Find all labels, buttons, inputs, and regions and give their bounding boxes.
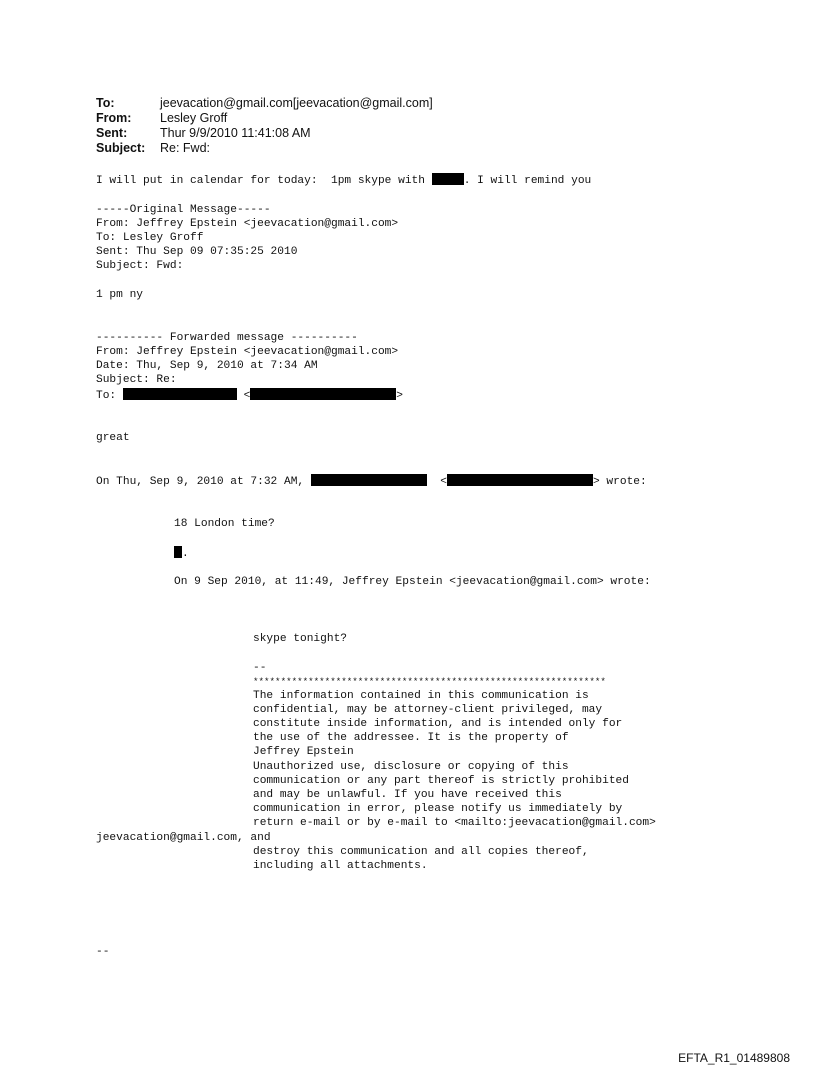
quote-line: 18 London time? bbox=[174, 518, 275, 530]
original-from: From: Jeffrey Epstein <jeevacation@gmail.com> bbox=[96, 218, 399, 230]
original-body: 1 pm ny bbox=[96, 289, 143, 301]
disclaimer-line: the use of the addressee. It is the property of bbox=[253, 732, 569, 744]
disclaimer-line: and may be unlawful. If you have received this bbox=[253, 789, 562, 801]
disclaimer-line: Unauthorized use, disclosure or copying of this bbox=[253, 761, 569, 773]
disclaimer-line: constitute inside information, and is intended only for bbox=[253, 718, 623, 730]
redaction-box bbox=[250, 388, 396, 400]
disclaimer-line: confidential, may be attorney-client privileged, may bbox=[253, 704, 603, 716]
document-id: EFTA_R1_01489808 bbox=[678, 1051, 790, 1065]
forwarded-to: To: < > bbox=[96, 390, 404, 402]
sig-dashes: -- bbox=[253, 662, 267, 674]
sent-value: Thur 9/9/2010 11:41:08 AM bbox=[160, 126, 311, 140]
from-value: Lesley Groff bbox=[160, 111, 228, 125]
original-sent: Sent: Thu Sep 09 07:35:25 2010 bbox=[96, 246, 298, 258]
forwarded-subject: Subject: Re: bbox=[96, 374, 177, 386]
redaction-box bbox=[311, 474, 427, 486]
to-value: jeevacation@gmail.com[jeevacation@gmail.com] bbox=[160, 96, 433, 110]
redaction-box bbox=[174, 546, 182, 558]
redaction-box bbox=[123, 388, 237, 400]
to-label: To: bbox=[96, 96, 115, 110]
disclaimer-line: destroy this communication and all copies thereof, bbox=[253, 846, 589, 858]
forwarded-body: great bbox=[96, 432, 130, 444]
disclaimer-line: including all attachments. bbox=[253, 860, 428, 872]
quote-attribution: On Thu, Sep 9, 2010 at 7:32 AM, < > wrote: bbox=[96, 476, 647, 488]
subject-value: Re: Fwd: bbox=[160, 141, 211, 155]
sent-label: Sent: bbox=[96, 126, 128, 140]
disclaimer-line: Jeffrey Epstein bbox=[253, 746, 354, 758]
redaction-box bbox=[432, 173, 464, 185]
forwarded-from: From: Jeffrey Epstein <jeevacation@gmail.com> bbox=[96, 346, 399, 358]
stars-line: **************************************************************** bbox=[253, 676, 606, 687]
signature-dashes: -- bbox=[96, 946, 110, 958]
reply-line: I will put in calendar for today: 1pm skype with . I will remind you bbox=[96, 175, 592, 187]
disclaimer-line: communication or any part thereof is strictly prohibited bbox=[253, 775, 629, 787]
original-sep: -----Original Message----- bbox=[96, 204, 271, 216]
original-subject: Subject: Fwd: bbox=[96, 260, 184, 272]
skype-line: skype tonight? bbox=[253, 633, 347, 645]
original-to: To: Lesley Groff bbox=[96, 232, 204, 244]
redaction-box bbox=[447, 474, 593, 486]
disclaimer-line: communication in error, please notify us immediately by bbox=[253, 803, 623, 815]
subject-label: Subject: bbox=[96, 141, 146, 155]
disclaimer-wrap-line: jeevacation@gmail.com, and bbox=[96, 832, 271, 844]
disclaimer-line: return e-mail or by e-mail to <mailto:jeevacation@gmail.com> bbox=[253, 817, 656, 829]
disclaimer-line: The information contained in this communication is bbox=[253, 690, 589, 702]
from-label: From: bbox=[96, 111, 132, 125]
email-header bbox=[96, 96, 433, 156]
forwarded-sep: ---------- Forwarded message ---------- bbox=[96, 332, 358, 344]
quote-attribution-2: On 9 Sep 2010, at 11:49, Jeffrey Epstein <jeevacation@gmail.com> wrote: bbox=[174, 576, 651, 588]
quote-redacted-line: . bbox=[174, 546, 189, 561]
forwarded-date: Date: Thu, Sep 9, 2010 at 7:34 AM bbox=[96, 360, 318, 372]
